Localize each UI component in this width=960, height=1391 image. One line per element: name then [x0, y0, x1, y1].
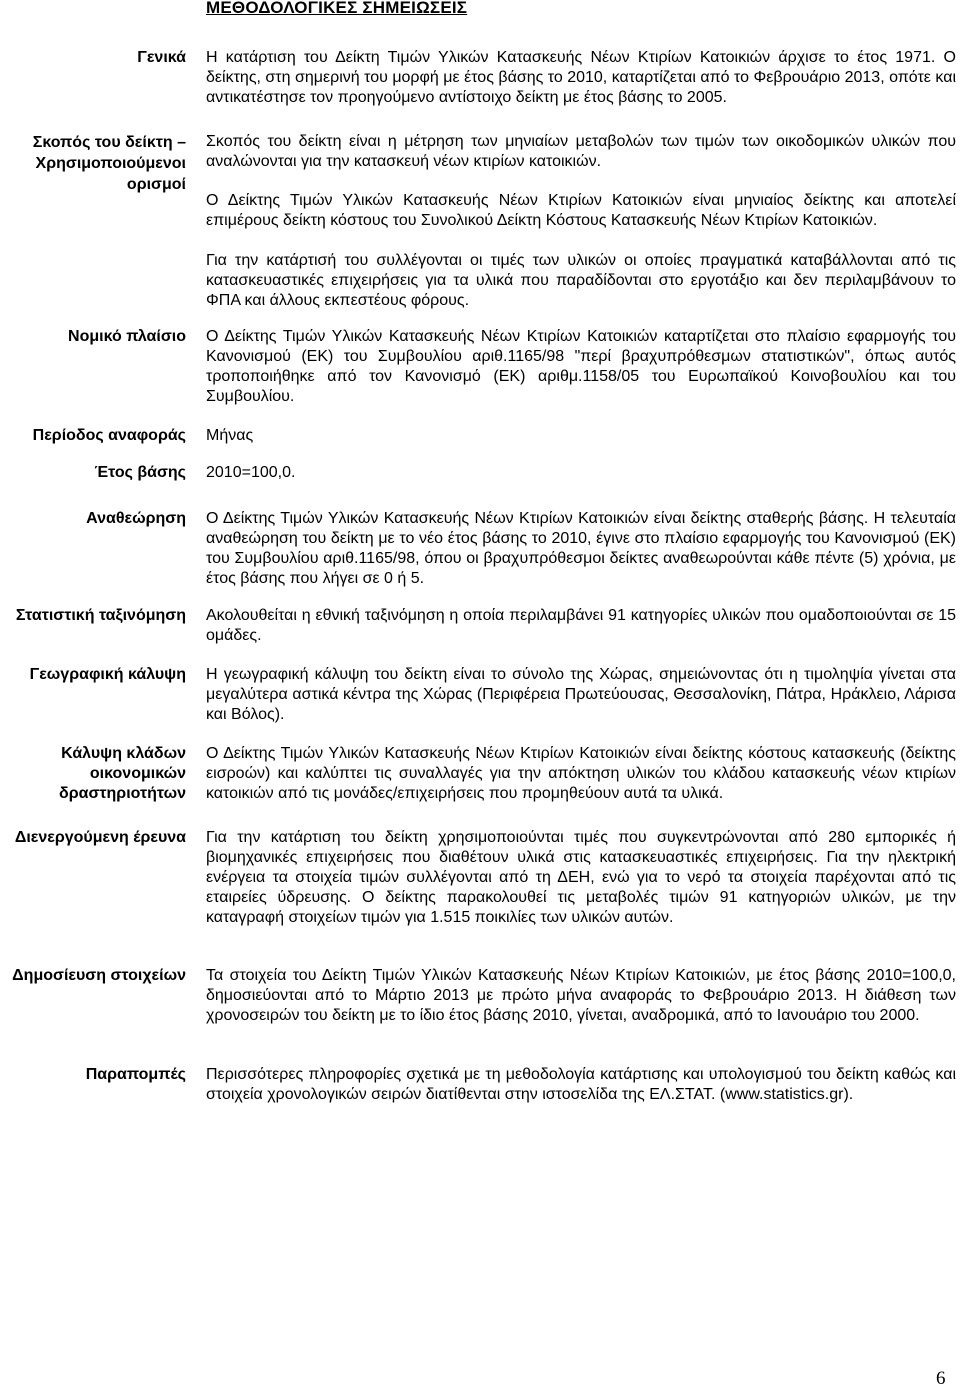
section-body-revision: [206, 509, 956, 589]
section-label-references: Παραπομπές: [85, 1066, 186, 1083]
page-title: ΜΕΘΟΔΟΛΟΓΙΚΕΣ ΣΗΜΕΙΩΣΕΙΣ: [206, 0, 468, 17]
section-body-survey: [206, 828, 956, 928]
paragraph: Σκοπός του δείκτη είναι η μέτρηση των μηνιαίων μεταβολών των τιμών των οικοδομικών υλικών που αναλώνονται για την κατασκευή νέων κτιρίων κατοικιών.: [206, 133, 956, 170]
paragraph: Η γεωγραφική κάλυψη του δείκτη είναι το σύνολο της Χώρας, σημειώνοντας ότι η τιμοληψία γίνεται στα μεγαλύτερα αστικά κέντρα της Χώρας (Περιφέρεια Πρωτεύουσας, Θεσσαλονίκη, Πάτρα, Ηράκλειο, Λάρισα και Βόλος).: [206, 666, 956, 723]
section-label-classification: Στατιστική ταξινόμηση: [15, 607, 186, 624]
section-label-publication: [0, 966, 186, 986]
section-body-legal: [206, 327, 956, 407]
paragraph: Ο Δείκτης Τιμών Υλικών Κατασκευής Νέων Κτιρίων Κατοικιών είναι δείκτης κόστους κατασκευής (δείκτης εισροών) και καλύπτει τις συναλλαγές για την απόκτηση υλικών του κλάδου κατασκευής νέων κτιρίων κατοικιών από τις μονάδες/επιχειρήσεις που προμηθεύουν αυτά τα υλικά.: [206, 745, 956, 802]
section-body-purpose: [206, 132, 956, 311]
section-label-period: Περίοδος αναφοράς: [32, 427, 186, 444]
paragraph: Ο Δείκτης Τιμών Υλικών Κατασκευής Νέων Κτιρίων Κατοικιών καταρτίζεται στο πλαίσιο εφαρμογής του Κανονισμού (ΕΚ) του Συμβουλίου αριθ.1165/98 "περί βραχυπρόθεσμων στατιστικών", όπως αυτός τροποποιήθηκε από τον Κανονισμό (ΕΚ) αριθμ.1158/05 του Ευρωπαϊκού Κοινοβουλίου και του Συμβουλίου.: [206, 328, 956, 405]
section-label-base-year: Έτος βάσης: [94, 464, 186, 481]
page-number: 6: [936, 1368, 946, 1389]
paragraph: Για την κατάρτισή του συλλέγονται οι τιμές των υλικών οι οποίες πραγματικά καταβάλλονται από τις κατασκευαστικές επιχειρήσεις για τα υλικά που παραδίδονται στο εργοτάξιο και δεν περιλαμβάνουν το ΦΠΑ και άλλους εκπεστέους φόρους.: [206, 252, 956, 309]
paragraph: Ο Δείκτης Τιμών Υλικών Κατασκευής Νέων Κτιρίων Κατοικιών είναι μηνιαίος δείκτης και αποτελεί επιμέρους δείκτη κόστους του Συνολικού Δείκτη Κόστους Κατασκευής Νέων Κτιρίων Κατοικιών.: [206, 192, 956, 229]
section-label-geography: Γεωγραφική κάλυψη: [29, 666, 186, 683]
paragraph: Η κατάρτιση του Δείκτη Τιμών Υλικών Κατασκευής Νέων Κτιρίων Κατοικιών άρχισε το έτος 1971. Ο δείκτης, στη σημερινή του μορφή με έτος βάσης το 2010, καταρτίζεται από το Φεβρουάριο 2013, οπότε και αντικατέστησε τον προηγούμενο αντίστοιχο δείκτη με έτος βάσης το 2005.: [206, 49, 956, 106]
section-label-coverage: [0, 744, 186, 804]
section-label-publication-text: Δημοσίευση στοιχείων: [12, 967, 186, 984]
section-body-coverage: [206, 744, 956, 804]
section-label-legal: Νομικό πλαίσιο: [68, 328, 186, 345]
section-body-period: [206, 426, 956, 446]
paragraph: Ακολουθείται η εθνική ταξινόμηση η οποία περιλαμβάνει 91 κατηγορίες υλικών που ομαδοποιούνται σε 15 ομάδες.: [206, 607, 956, 644]
paragraph: 2010=100,0.: [206, 464, 296, 481]
section-label-purpose-text: Σκοπός του δείκτη – Χρησιμοποιούμενοι ορισμοί: [32, 134, 186, 193]
section-body-geography: [206, 665, 956, 725]
section-body-general: [206, 48, 956, 108]
section-label-general: Γενικά: [137, 49, 186, 66]
section-label-survey: Διενεργούμενη έρευνα: [14, 829, 186, 846]
paragraph: Τα στοιχεία του Δείκτη Τιμών Υλικών Κατασκευής Νέων Κτιρίων Κατοικιών, με έτος βάσης 2010=100,0, δημοσιεύονται από το Μάρτιο 2013 με πρώτο μήνα αναφοράς το Φεβρουάριο 2013. Η διάθεση των χρονοσειρών του δείκτη με το ίδιο έτος βάσης 2010, γίνεται, αναδρομικά, από το Ιανουάριο του 2000.: [206, 967, 956, 1024]
section-label-purpose: [0, 132, 186, 195]
section-body-references: [206, 1065, 956, 1105]
paragraph: Περισσότερες πληροφορίες σχετικά με τη μεθοδολογία κατάρτισης και υπολογισμού του δείκτη καθώς και στοιχεία χρονολογικών σειρών διατίθενται στην ιστοσελίδα της ΕΛ.ΣΤΑΤ. (www.statistics.gr).: [206, 1066, 956, 1103]
section-label-coverage-text: Κάλυψη κλάδων οικονομικών δραστηριοτήτων: [59, 745, 186, 802]
section-body-publication: [206, 966, 956, 1026]
section-label-revision: Αναθεώρηση: [86, 510, 186, 527]
paragraph: Για την κατάρτιση του δείκτη χρησιμοποιούνται τιμές που συγκεντρώνονται από 280 εμπορικές ή βιομηχανικές επιχειρήσεις που διαθέτουν υλικά στις κατασκευαστικές επιχειρήσεις. Για την ηλεκτρική ενέργεια τα στοιχεία τιμών συλλέγονται από τη ΔΕΗ, ενώ για το νερό τα στοιχεία παρέχονται από τις εταιρείες ύδρευσης. Ο δείκτης παρακολουθεί τις μεταβολές τιμών 91 κατηγοριών υλικών, με την καταγραφή στοιχείων τιμών για 1.515 ποικιλίες των υλικών αυτών.: [206, 829, 956, 926]
section-body-classification: [206, 606, 956, 646]
paragraph: Μήνας: [206, 427, 254, 444]
section-body-base-year: [206, 463, 956, 483]
paragraph: Ο Δείκτης Τιμών Υλικών Κατασκευής Νέων Κτιρίων Κατοικιών είναι δείκτης σταθερής βάσης. Η τελευταία αναθεώρηση του δείκτη με το νέο έτος βάσης το 2010, έγινε στο πλαίσιο εφαρμογής του Κανονισμού (ΕΚ) του Συμβουλίου αριθ.1165/98, όπου οι βραχυπρόθεσμοι δείκτες αναθεωρούνται κάθε πέντε (5) χρόνια, με έτος βάσης που λήγει σε 0 ή 5.: [206, 510, 956, 587]
